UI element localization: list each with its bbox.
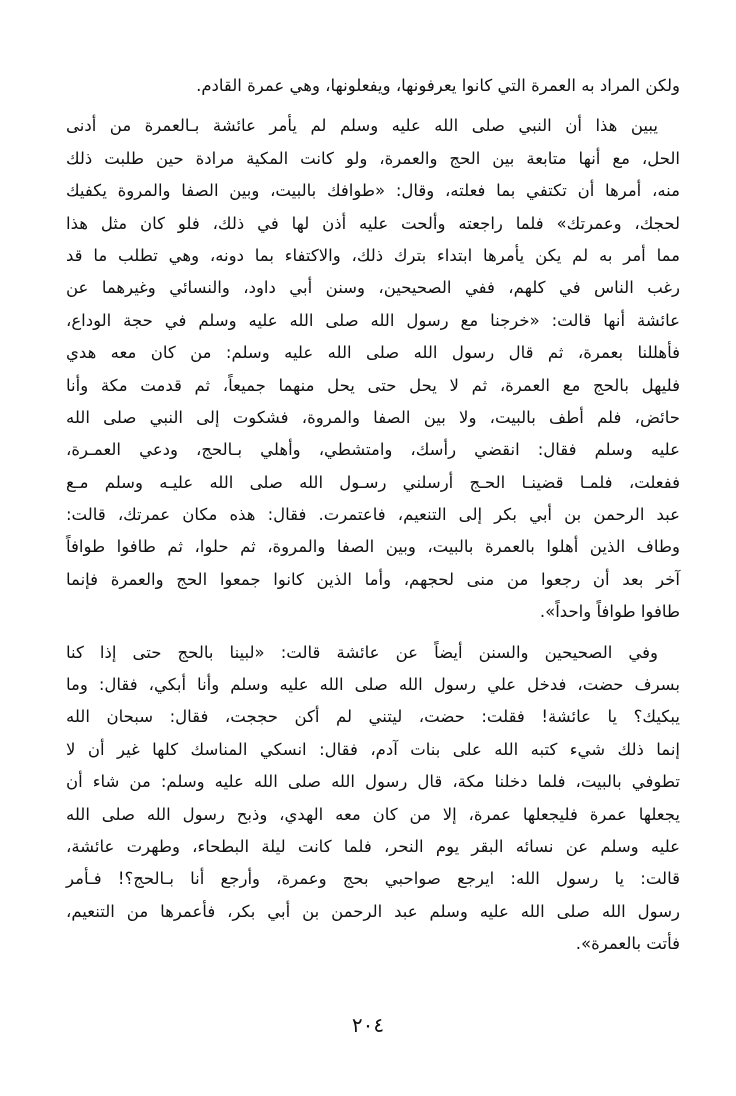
paragraph-gap <box>66 629 680 637</box>
text-line: يبكيك؟ يا عائشة! فقلت: حضت، ليتني لم أكن حججت، فقال: سبحان الله <box>66 707 680 727</box>
text-line: عليه وسلم فقال: انقضي رأسك، وامتشطي، وأهلي بـالحج، ودعي العمـرة، <box>66 440 680 460</box>
text-line: حائض، فلم أطف بالبيت، ولا بين الصفا والمروة، فشكوت إلى النبي صلى الله <box>66 407 680 427</box>
page-number: ٢٠٤ <box>351 1013 385 1037</box>
text-line: عبد الرحمن بن أبي بكر إلى التنعيم، فاعتمرت. فقال: هذه مكان عمرتك، قالت: <box>66 505 680 525</box>
text-line: إنما ذلك شيء كتبه الله على بنات آدم، فقال: انسكي المناسك كلها غير أن لا <box>66 739 680 759</box>
text-line: وفي الصحيحين والسنن أيضاً عن عائشة قالت: «لبينا بالحج حتى إذا كنا <box>66 642 658 662</box>
text-line: فأتت بالعمرة». <box>575 934 680 954</box>
text-line: قالت: يا رسول الله: ايرجع صواحبي بحج وعمرة، وأرجع أنا بـالحج؟! فـأمر <box>66 869 680 889</box>
body-text <box>66 70 680 961</box>
text-line: بسرف حضت، فدخل علي رسول الله صلى الله عليه وسلم وأنا أبكي، فقال: وما <box>66 675 680 695</box>
paragraph-1 <box>66 70 680 102</box>
paragraph-3 <box>66 637 680 961</box>
text-line: عائشة أنها قالت: «خرجنا مع رسول الله صلى الله عليه وسلم في حجة الوداع، <box>66 310 680 330</box>
text-line: مما أمر به لم يكن يأمرها ابتداء بترك ذلك، والاكتفاء بما دونه، وهي تطلب ما قد <box>66 245 680 265</box>
text-line: طافوا طوافاً واحداً». <box>539 602 680 622</box>
text-line: يبين هذا أن النبي صلى الله عليه وسلم لم يأمر عائشة بـالعمرة من أدنى <box>66 116 658 136</box>
text-line: عليه وسلم عن نسائه البقر يوم النحر، فلما كانت ليلة البطحاء، وطهرت عائشة، <box>66 836 680 856</box>
text-line: تطوفي بالبيت، فلما دخلنا مكة، قال رسول الله صلى الله عليه وسلم: من شاء أن <box>66 772 680 792</box>
text-line: الحل، مع أنها متابعة بين الحج والعمرة، ولو كانت المكية مرادة حين طلبت ذلك <box>66 148 680 168</box>
text-line: وطاف الذين أهلوا بالعمرة بالبيت، وبين الصفا والمروة، ثم حلوا، ثم طافوا طوافاً <box>66 537 680 557</box>
text-line: رسول الله صلى الله عليه وسلم عبد الرحمن بن أبي بكر، فأعمرها من التنعيم، <box>66 901 680 921</box>
paragraph-gap <box>66 102 680 110</box>
text-line: منه، أمرها أن تكتفي بما فعلته، وقال: «طوافك بالبيت، وبين الصفا والمروة يكفيك <box>66 181 680 201</box>
text-line: رغب الناس في كلهم، ففي الصحيحين، وسنن أبي داود، والنسائي وغيرهما عن <box>66 278 680 298</box>
text-line: فأهللنا بعمرة، ثم قال رسول الله صلى الله عليه وسلم: من كان معه هدي <box>66 343 680 363</box>
paragraph-2 <box>66 110 680 628</box>
text-line: يجعلها عمرة فليجعلها عمرة، إلا من كان معه الهدي، وذبح رسول الله صلى الله <box>66 804 680 824</box>
text-line: ولكن المراد به العمرة التي كانوا يعرفونها، ويفعلونها، وهي عمرة القادم. <box>196 76 680 95</box>
text-line: فليهل بالحج مع العمرة، ثم لا يحل حتى يحل منهما جميعاً، ثم قدمت مكة وأنا <box>66 375 680 395</box>
text-line: آخر بعد أن رجعوا من منى لحجهم، وأما الذين كانوا جمعوا الحج والعمرة فإنما <box>66 569 680 589</box>
text-line: ففعلت، فلمـا قضينـا الحـج أرسلني رسـول الله صلى الله عليـه وسلم مـع <box>66 472 680 492</box>
text-line: لحجك، وعمرتك» فلما راجعته وألحت عليه أذن لها في ذلك، فلو كان مثل هذا <box>66 213 680 233</box>
